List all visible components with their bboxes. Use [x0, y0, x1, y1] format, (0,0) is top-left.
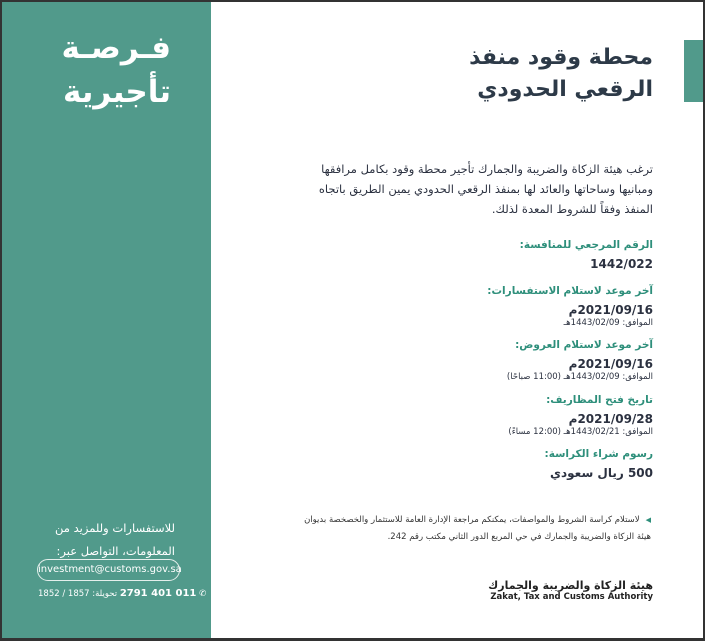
detail-label: رسوم شراء الكراسة:: [544, 448, 653, 460]
detail-value: 2021/09/28م: [568, 412, 653, 426]
detail-label: تاريخ فتح المظاريف:: [546, 394, 653, 406]
title-line2: الرقعي الحدودي: [477, 77, 653, 102]
detail-sub: الموافق: 1443/02/09هـ (11:00 صباحًا): [506, 372, 653, 382]
contact-line2: المعلومات، التواصل عبر:: [56, 544, 175, 558]
detail-value: 1442/022: [590, 257, 653, 271]
detail-value: 500 ريال سعودي: [549, 466, 653, 480]
accent-bar: [684, 40, 703, 102]
detail-value: 2021/09/16م: [568, 357, 653, 371]
phone-icon: ✆: [199, 589, 207, 599]
detail-sub: الموافق: 1443/02/21هـ (12:00 مساءً): [508, 427, 653, 437]
intro-text: ترغب هيئة الزكاة والضريبة والجمارك تأجير محطة وقود بكامل مرافقها ومبانيها وساحاتها والعائد لها بمنفذ الرقعي الحدودي يمين الطريق باتجاه المنفذ وفقاً للشروط المعدة لذلك.: [318, 162, 653, 216]
logo-arabic: هيئة الزكاة والضريبة والجمارك: [488, 579, 653, 592]
contact-line1: للاستفسارات وللمزيد من: [55, 521, 175, 535]
side-title-line1: فـرصـة: [61, 30, 171, 66]
phone-info: [38, 588, 206, 599]
authority-logo: [488, 579, 653, 602]
bullet-icon: ◀: [645, 516, 651, 524]
detail-bids-deadline: [507, 339, 653, 382]
detail-reference: [520, 239, 653, 271]
extension: تحويلة: 1857 / 1852: [38, 589, 118, 599]
logo-english: Zakat, Tax and Customs Authority: [490, 592, 653, 602]
title-line1: محطة وقود منفذ: [469, 45, 653, 70]
detail-fees: [545, 448, 653, 480]
detail-label: آخر موعد لاستلام الاستفسارات:: [487, 285, 653, 297]
detail-value: 2021/09/16م: [568, 303, 653, 317]
page-title: [253, 42, 653, 106]
contact-text: [25, 517, 175, 563]
note-text: لاستلام كراسة الشروط والمواصفات، يمكنكم مراجعة الإدارة العامة للاستثمار والخصخصة بديوان هيئة الزكاة والضريبة والجمارك في حي المربع الدور الثاني مكتب رقم 242.: [304, 515, 651, 542]
side-panel: [2, 2, 211, 638]
phone-number[interactable]: 011 401 2791: [119, 588, 197, 599]
side-title-line2: تأجيرية: [62, 74, 171, 110]
note: [301, 512, 651, 546]
detail-label: الرقم المرجعي للمنافسة:: [519, 239, 653, 251]
detail-inquiries-deadline: [487, 285, 653, 328]
detail-envelope-opening: [508, 394, 653, 437]
detail-sub: الموافق: 1443/02/09هـ: [563, 318, 653, 328]
detail-label: آخر موعد لاستلام العروض:: [515, 339, 653, 351]
email-link[interactable]: investment@customs.gov.sa: [37, 559, 180, 581]
